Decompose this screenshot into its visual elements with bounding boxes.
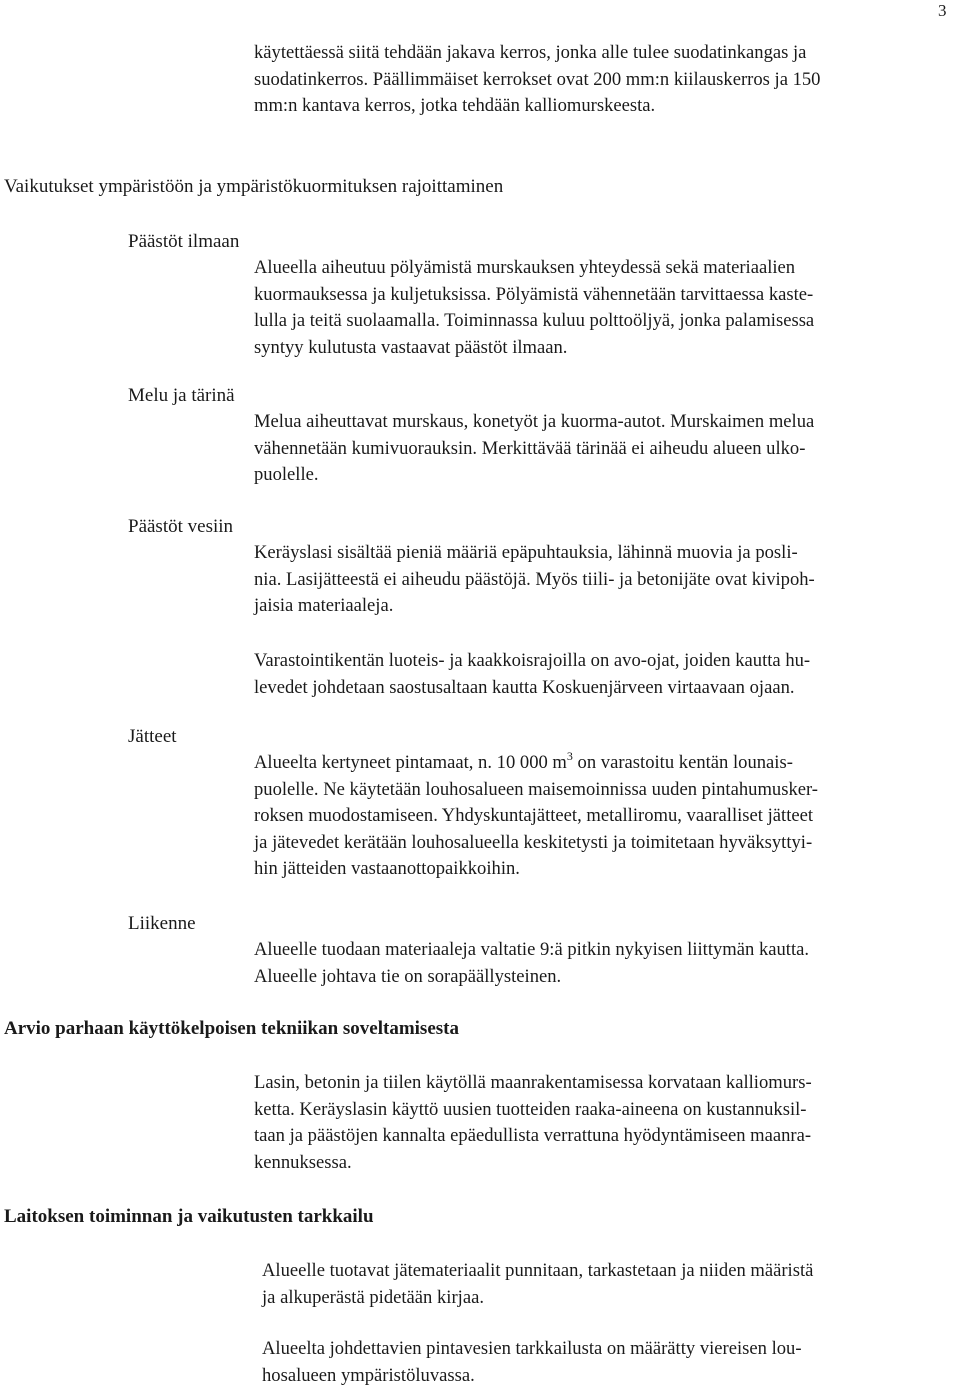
subheading-noise: Melu ja tärinä — [128, 385, 235, 406]
text-line: lulla ja teitä suolaamalla. Toiminnassa kuluu polttoöljyä, jonka palamisessa — [254, 310, 815, 331]
intro-paragraph — [254, 40, 954, 120]
text-line: kuormauksessa ja kuljetuksissa. Pölyämistä vähennetään tarvittaessa kaste- — [254, 283, 814, 305]
section-title-monitoring: Laitoksen toiminnan ja vaikutusten tarkkailu — [4, 1206, 374, 1227]
text-fragment: on varastoitu kentän lounais- — [572, 752, 793, 773]
traffic-paragraph — [254, 937, 954, 990]
text-line: roksen muodostamiseen. Yhdyskuntajätteet, metalliromu, vaaralliset jätteet — [254, 805, 814, 826]
section-title-bat: Arvio parhaan käyttökelpoisen tekniikan soveltamisesta — [4, 1018, 459, 1039]
noise-paragraph — [254, 409, 954, 489]
text-line: syntyy kulutusta vastaavat päästöt ilmaan. — [254, 336, 568, 358]
bat-paragraph — [254, 1070, 954, 1176]
text-line: käytettäessä siitä tehdään jakava kerros, jonka alle tulee suodatinkangas ja — [254, 42, 807, 63]
text-line: Melua aiheuttavat murskaus, konetyöt ja kuorma-autot. Murskaimen melua — [254, 411, 815, 432]
text-line — [254, 750, 954, 777]
text-line: suodatinkerros. Päällimmäiset kerrokset ovat 200 mm:n kiilauskerros ja 150 — [254, 68, 821, 90]
subheading-traffic: Liikenne — [128, 913, 196, 934]
text-line: levedet johdetaan saostusaltaan kautta Koskuenjärveen virtaavaan ojaan. — [254, 676, 795, 698]
section-title-environment: Vaikutukset ympäristöön ja ympäristökuormituksen rajoittaminen — [4, 176, 504, 197]
text-line: Lasin, betonin ja tiilen käytöllä maanrakentamisessa korvataan kalliomurs- — [254, 1072, 812, 1093]
text-line: ketta. Keräyslasin käyttö uusien tuotteiden raaka-aineena on kustannuksil- — [254, 1098, 807, 1120]
waste-paragraph — [254, 750, 954, 883]
text-line: kennuksessa. — [254, 1151, 352, 1173]
text-line: mm:n kantava kerros, jotka tehdään kalliomurskeesta. — [254, 95, 656, 116]
text-line: Varastointikentän luoteis- ja kaakkoisrajoilla on avo-ojat, joiden kautta hu- — [254, 650, 811, 671]
text-line: nia. Lasijätteestä ei aiheudu päästöjä. Myös tiili- ja betonijäte ovat kivipoh- — [254, 568, 815, 590]
text-line: puolelle. — [254, 464, 319, 485]
text-line: Alueelle johtava tie on sorapäällysteinen. — [254, 965, 562, 987]
text-line: Keräyslasi sisältää pieniä määriä epäpuhtauksia, lähinnä muovia ja posli- — [254, 542, 798, 563]
text-line: ja jätevedet kerätään louhosalueella keskitetysti ja toimitetaan hyväksyttyi- — [254, 831, 813, 853]
text-line: Alueelle tuotavat jätemateriaalit punnitaan, tarkastetaan ja niiden määristä — [262, 1260, 814, 1281]
water-paragraph-2 — [254, 648, 954, 701]
subheading-water: Päästöt vesiin — [128, 516, 234, 537]
text-line: Alueelle tuodaan materiaaleja valtatie 9:ä pitkin nykyisen liittymän kautta. — [254, 939, 810, 960]
air-paragraph — [254, 255, 954, 361]
text-line: jaisia materiaaleja. — [254, 595, 394, 616]
text-line: Alueelta johdettavien pintavesien tarkkailusta on määrätty viereisen lou- — [262, 1338, 802, 1359]
text-line: hin jätteiden vastaanottopaikkoihin. — [254, 858, 520, 879]
monitoring-paragraph-2 — [262, 1336, 956, 1389]
text-line: puolelle. Ne käytetään louhosalueen maisemoinnissa uuden pintahumusker- — [254, 778, 819, 800]
text-line: vähennetään kumivuorauksin. Merkittävää tärinää ei aiheudu alueen ulko- — [254, 437, 806, 459]
text-line: Alueella aiheutuu pölyämistä murskauksen yhteydessä sekä materiaalien — [254, 257, 796, 278]
text-fragment: Alueelta kertyneet pintamaat, n. 10 000 m — [254, 752, 567, 773]
text-line: ja alkuperästä pidetään kirjaa. — [262, 1286, 484, 1308]
water-paragraph — [254, 540, 954, 620]
subheading-air: Päästöt ilmaan — [128, 231, 240, 252]
subheading-waste: Jätteet — [128, 726, 177, 747]
superscript: 3 — [566, 748, 573, 763]
text-line: hosalueen ympäristöluvassa. — [262, 1364, 475, 1386]
page-number: 3 — [938, 1, 947, 20]
text-line: taan ja päästöjen kannalta epäedullista verrattuna hyödyntämiseen maanra- — [254, 1125, 812, 1146]
monitoring-paragraph — [262, 1258, 956, 1311]
